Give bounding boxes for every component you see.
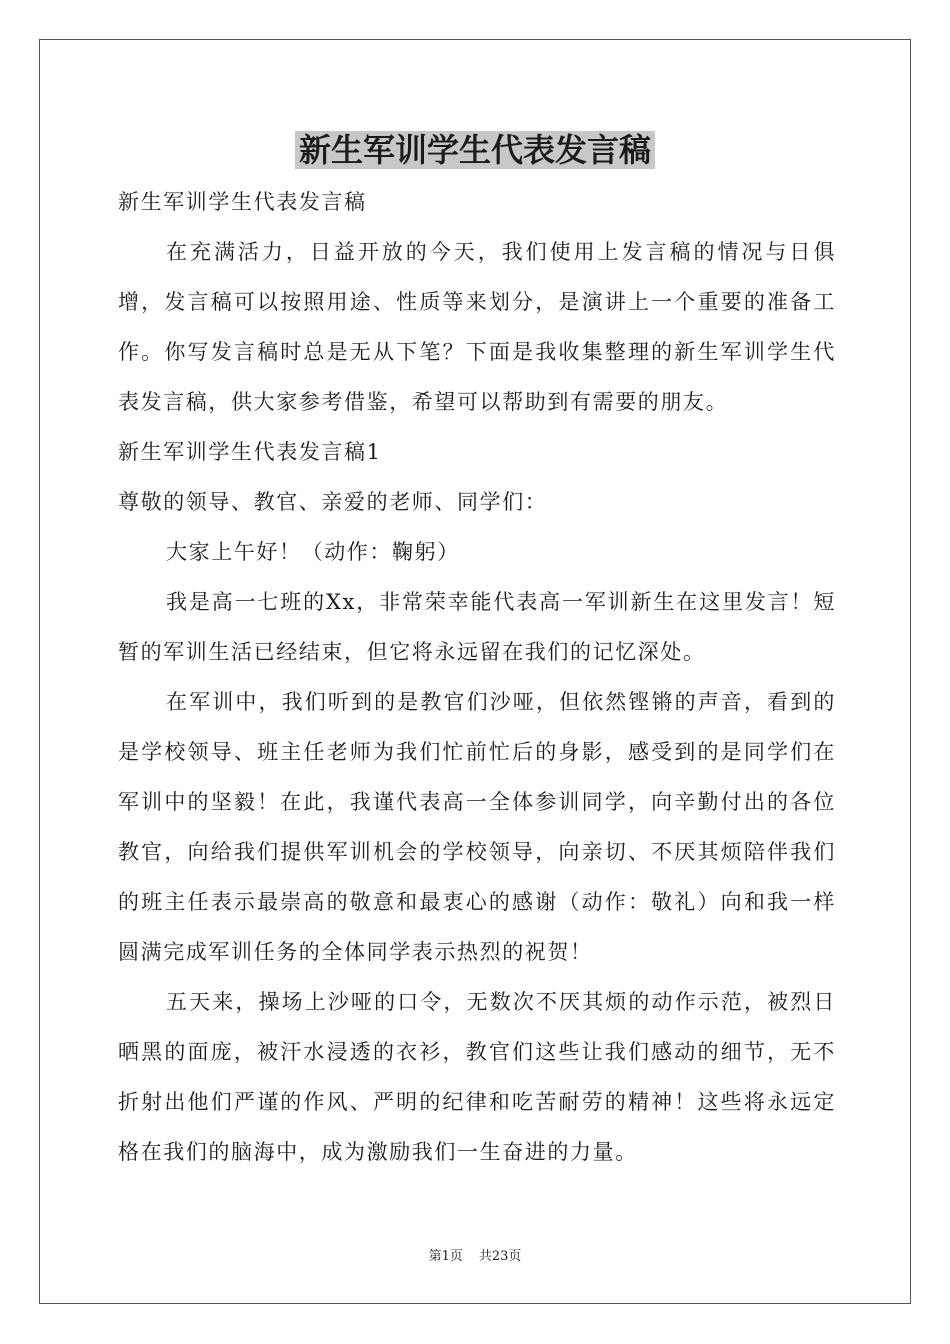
- total-pages: 共23页: [478, 1249, 522, 1264]
- paragraph: 新生军训学生代表发言稿: [118, 190, 367, 214]
- document-title: [0, 124, 950, 176]
- paragraph: 在充满活力，日益开放的今天，我们使用上发言稿的情况与日俱增，发言稿可以按照用途、性质等来划分，是演讲上一个重要的准备工作。你写发言稿时总是无从下笔？下面是我收集整理的新生军训学生代表发言稿，供大家参考借鉴，希望可以帮助到有需要的朋友。: [118, 240, 836, 414]
- paragraph: 大家上午好！（动作：鞠躬）: [166, 540, 460, 564]
- paragraph: 新生军训学生代表发言稿1: [118, 440, 382, 464]
- page-number: 第1页: [428, 1249, 463, 1264]
- document-body: [118, 177, 836, 1177]
- paragraph: 尊敬的领导、教官、亲爱的老师、同学们：: [118, 490, 548, 514]
- paragraph: 在军训中，我们听到的是教官们沙哑，但依然铿锵的声音，看到的是学校领导、班主任老师为我们忙前忙后的身影，感受到的是同学们在军训中的坚毅！在此，我谨代表高一全体参训同学，向辛勤付出的各位教官，向给我们提供军训机会的学校领导，向亲切、不厌其烦陪伴我们的班主任表示最崇高的敬意和最衷心的感谢（动作：敬礼）向和我一样圆满完成军训任务的全体同学表示热烈的祝贺！: [118, 690, 836, 964]
- paragraph: 我是高一七班的Xx，非常荣幸能代表高一军训新生在这里发言！短暂的军训生活已经结束，但它将永远留在我们的记忆深处。: [118, 590, 836, 664]
- page-footer: [0, 1248, 950, 1266]
- paragraph: 五天来，操场上沙哑的口令，无数次不厌其烦的动作示范，被烈日晒黑的面庞，被汗水浸透的衣衫，教官们这些让我们感动的细节，无不折射出他们严谨的作风、严明的纪律和吃苦耐劳的精神！这些将永远定格在我们的脑海中，成为激励我们一生奋进的力量。: [118, 990, 836, 1164]
- document-title-text: 新生军训学生代表发言稿: [295, 131, 655, 169]
